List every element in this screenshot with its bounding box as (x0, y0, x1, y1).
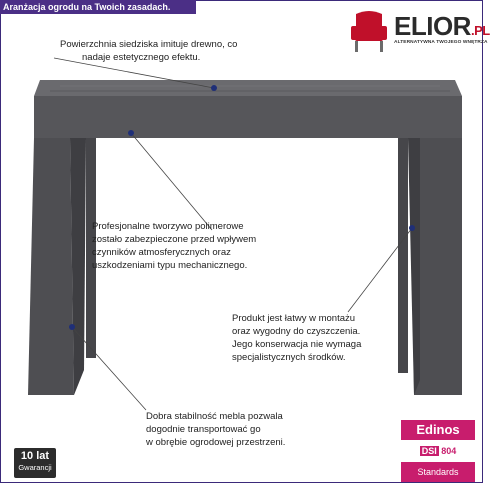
marker-maintenance (409, 225, 415, 231)
callout-maintenance-line: Jego konserwacja nie wymaga (232, 339, 362, 350)
logo-domain: .PL (470, 23, 490, 38)
logo-name: ELIOR (394, 11, 471, 41)
callout-material-line: uszkodzeniami typu mechanicznego. (92, 260, 248, 271)
callout-material-line: zostało zabezpieczone przed wpływem (92, 234, 257, 245)
warranty-years: 10 lat (20, 450, 50, 462)
logo-tagline: ALTERNATYWNA TWOJEGO WNĘTRZA (394, 40, 488, 45)
callout-maintenance-line: specjalistycznych środków. (232, 352, 346, 363)
marker-seat (211, 85, 217, 91)
bench-seat-top (34, 80, 462, 96)
badge-brand: Edinos (401, 420, 475, 440)
callout-maintenance-line: oraz wygodny do czyszczenia. (232, 326, 361, 337)
callout-stability (146, 410, 285, 449)
callout-stability-line: w obrębie ogrodowej przestrzeni. (146, 437, 286, 448)
top-banner: Aranżacja ogrodu na Twoich zasadach. (0, 0, 196, 14)
callout-maintenance (232, 312, 361, 364)
marker-stability (69, 324, 75, 330)
badge-footer: Standards (401, 462, 475, 482)
marker-material (128, 130, 134, 136)
callout-material-line: czynników atmosferycznych oraz (92, 247, 231, 258)
callout-material-line: Profesjonalne tworzywo polimerowe (92, 221, 244, 232)
badge-standard-prefix: DSI (421, 446, 437, 456)
callout-stability-line: dogodnie transportować go (146, 424, 261, 435)
callout-seat (60, 38, 237, 64)
badge-standard (401, 440, 475, 462)
callout-material (92, 220, 256, 272)
callout-stability-line: Dobra stabilność mebla pozwala (146, 411, 283, 422)
callout-seat-line: Powierzchnia siedziska imituje drewno, co (60, 39, 238, 50)
warranty-label: Gwarancji (18, 463, 52, 472)
callout-maintenance-line: Produkt jest łatwy w montażu (232, 313, 356, 324)
callout-seat-line: nadaje estetycznego efektu. (82, 52, 201, 63)
bench-seat-front (34, 96, 462, 138)
badge-standard-number: 804 (441, 446, 457, 456)
edinos-standards-badge (401, 420, 475, 482)
bench-leg-left (28, 138, 74, 395)
warranty-badge (14, 448, 56, 478)
